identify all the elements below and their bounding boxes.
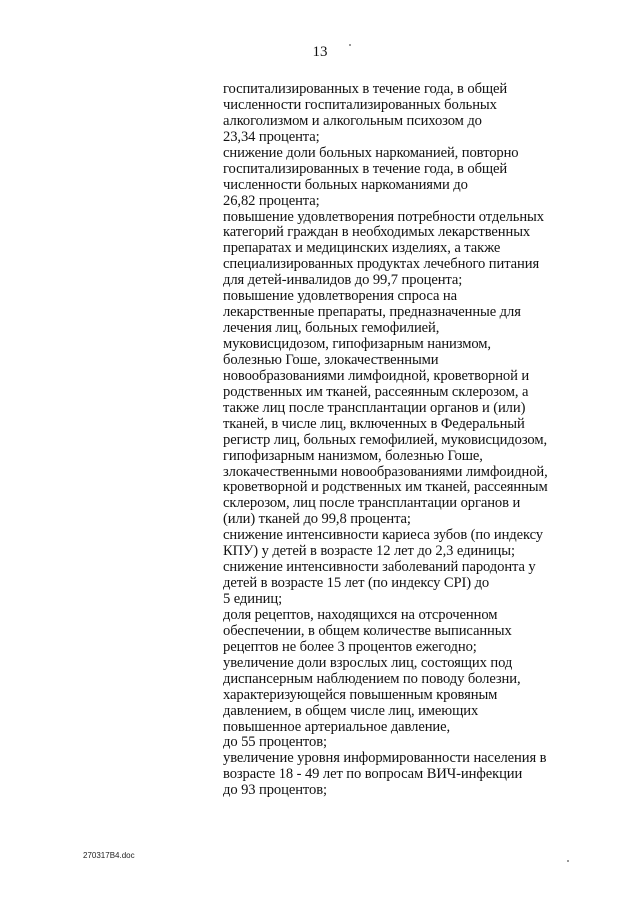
text-line: препаратах и медицинских изделиях, а также bbox=[223, 240, 501, 257]
text-line: также лиц после трансплантации органов и (или) bbox=[223, 399, 526, 416]
text-line: доля рецептов, находящихся на отсроченном bbox=[223, 606, 498, 623]
text-line: обеспечении, в общем количестве выписанных bbox=[223, 622, 512, 639]
text-line: лечения лиц, больных гемофилией, bbox=[223, 320, 440, 337]
text-line: муковисцидозом, гипофизарным нанизмом, bbox=[223, 336, 491, 352]
text-line: злокачественными новообразованиями лимфоидной, bbox=[223, 463, 548, 480]
text-line: регистр лиц, больных гемофилией, муковисцидозом, bbox=[223, 431, 548, 448]
text-line: алкоголизмом и алкогольным психозом до bbox=[223, 112, 482, 129]
text-line: снижение интенсивности кариеса зубов (по индексу bbox=[223, 527, 544, 544]
text-line: характеризующейся повышенным кровяным bbox=[223, 686, 498, 703]
text-line: категорий граждан в необходимых лекарственных bbox=[223, 224, 531, 241]
text-line: родственных им тканей, рассеянным склерозом, а bbox=[223, 383, 529, 400]
text-line: госпитализированных в течение года, в общей bbox=[223, 160, 508, 177]
text-line: повышение удовлетворения потребности отдельных bbox=[223, 208, 544, 225]
text-line: специализированных продуктах лечебного питания bbox=[223, 256, 540, 273]
text-line: увеличение уровня информированности населения в bbox=[223, 750, 547, 767]
text-line: детей в возрасте 15 лет (по индексу CPI) до bbox=[223, 575, 490, 592]
text-line: снижение интенсивности заболеваний пародонта у bbox=[223, 559, 536, 576]
text-line: лекарственные препараты, предназначенные для bbox=[223, 304, 521, 321]
text-line: до 55 процентов; bbox=[223, 734, 327, 751]
footer-filename: 270317В4.doc bbox=[83, 851, 135, 860]
text-line: 23,34 процента; bbox=[223, 128, 320, 145]
text-line: тканей, в числе лиц, включенных в Федеральный bbox=[223, 415, 525, 432]
document-body bbox=[223, 82, 568, 799]
text-line: (или) тканей до 99,8 процента; bbox=[223, 511, 411, 528]
text-line: кроветворной и родственных им тканей, рассеянным bbox=[223, 479, 548, 496]
text-line: численности больных наркоманиями до bbox=[223, 176, 468, 193]
text-line: повышенное артериальное давление, bbox=[223, 718, 451, 735]
text-line: рецептов не более 3 процентов ежегодно; bbox=[223, 638, 477, 655]
text-line: диспансерным наблюдением по поводу болезни, bbox=[223, 670, 521, 687]
text-line: новообразованиями лимфоидной, кроветворной и bbox=[223, 367, 530, 384]
text-line: увеличение доли взрослых лиц, состоящих под bbox=[223, 654, 513, 671]
text-line: КПУ) у детей в возрасте 12 лет до 2,3 единицы; bbox=[223, 543, 515, 560]
text-line: возрасте 18 - 49 лет по вопросам ВИЧ-инфекции bbox=[223, 766, 523, 783]
text-line: до 93 процентов; bbox=[223, 782, 327, 799]
text-line: численности госпитализированных больных bbox=[223, 96, 497, 113]
text-line: госпитализированных в течение года, в общей bbox=[223, 81, 508, 97]
text-line: 26,82 процента; bbox=[223, 192, 320, 209]
page-number: 13 bbox=[312, 44, 328, 60]
text-line: давлением, в общем числе лиц, имеющих bbox=[223, 702, 479, 719]
text-line: склерозом, лиц после трансплантации органов и bbox=[223, 495, 521, 512]
text-line: гипофизарным нанизмом, болезнью Гоше, bbox=[223, 447, 483, 464]
text-line: для детей-инвалидов до 99,7 процента; bbox=[223, 272, 463, 289]
text-line: 5 единиц; bbox=[223, 591, 283, 607]
scan-speck bbox=[567, 860, 569, 862]
text-line: болезнью Гоше, злокачественными bbox=[223, 351, 439, 368]
text-line: повышение удовлетворения спроса на bbox=[223, 288, 457, 305]
scan-speck bbox=[349, 44, 351, 46]
text-line: снижение доли больных наркоманией, повторно bbox=[223, 144, 519, 161]
